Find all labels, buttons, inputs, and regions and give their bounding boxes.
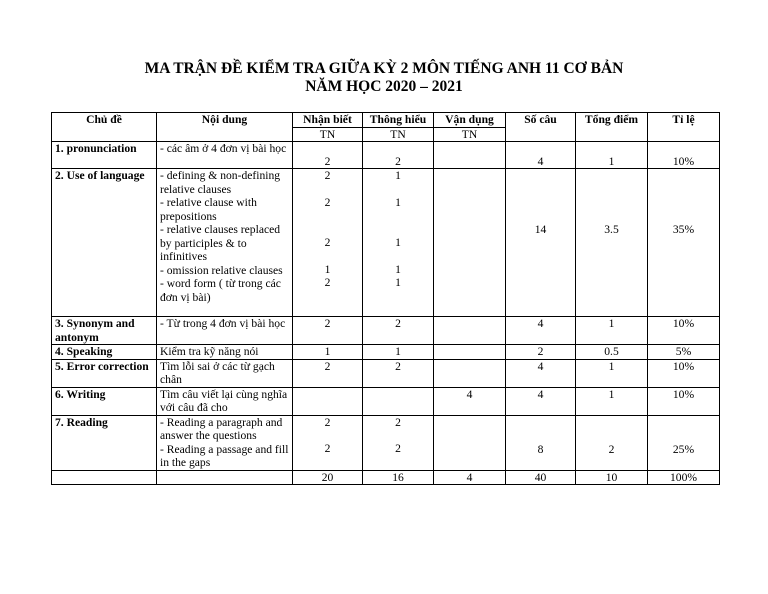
header-recognize: Nhận biết [293,113,363,128]
score-cell: 1 [576,387,648,415]
apply-cell [434,317,506,345]
subheader-tn: TN [293,127,363,142]
understand-cell: 1 [363,345,434,360]
recognize-cell [293,415,363,470]
subheader-tn: TN [434,127,506,142]
topic-cell: 4. Speaking [52,345,157,360]
understand-cell: 2 [363,317,434,345]
content-cell: Tìm lỗi sai ở các từ gạch chân [157,359,293,387]
understand-value: 1 [395,276,401,289]
ratio-value: 35% [672,223,695,236]
content-cell: Tìm câu viết lại cùng nghĩa với câu đã cho [157,387,293,415]
exam-matrix-table [51,112,720,485]
table-row [52,317,720,345]
recognize-value: 2 [324,195,331,209]
recognize-value: 2 [324,276,331,289]
header-content: Nội dung [157,113,293,142]
score-cell [576,415,648,470]
recognize-cell: 1 [293,345,363,360]
apply-cell [434,345,506,360]
recognize-cell: 2 [293,142,363,169]
questions-cell: 4 [506,359,576,387]
understand-value: 1 [395,262,401,276]
score-cell: 1 [576,359,648,387]
understand-cell: 2 [363,142,434,169]
content-cell [157,470,293,485]
total-questions: 40 [506,470,576,485]
apply-cell [434,142,506,169]
apply-cell [434,359,506,387]
totals-row [52,470,720,485]
header-understand: Thông hiểu [363,113,434,128]
content-line: - relative clause with prepositions [160,196,257,223]
ratio-value: 25% [672,442,695,456]
header-topic: Chủ đề [52,113,157,142]
ratio-cell: 10% [648,142,720,169]
score-cell: 1 [576,317,648,345]
recognize-cell [293,169,363,317]
understand-value: 2 [395,442,401,455]
apply-cell: 4 [434,387,506,415]
topic-cell: 2. Use of language [52,169,157,317]
questions-cell [506,169,576,317]
content-cell: - các âm ở 4 đơn vị bài học [157,142,293,169]
ratio-cell [648,415,720,470]
total-apply: 4 [434,470,506,485]
table-row [52,142,720,169]
score-cell: 1 [576,142,648,169]
ratio-cell: 10% [648,387,720,415]
topic-cell: 6. Writing [52,387,157,415]
total-understand: 16 [363,470,434,485]
topic-cell: 1. pronunciation [52,142,157,169]
document-title: MA TRẬN ĐỀ KIỂM TRA GIỮA KỲ 2 MÔN TIẾNG ANH 11 CƠ BẢN [144,60,624,77]
questions-value: 8 [537,442,544,456]
recognize-value: 1 [324,262,331,276]
content-line: - defining & non-defining relative clauses [160,169,281,196]
questions-cell: 4 [506,317,576,345]
understand-cell [363,415,434,470]
total-ratio: 100% [648,470,720,485]
understand-value: 1 [395,195,401,209]
questions-cell: 2 [506,345,576,360]
understand-cell [363,387,434,415]
recognize-cell [293,387,363,415]
total-score: 10 [576,470,648,485]
ratio-cell: 5% [648,345,720,360]
apply-cell [434,415,506,470]
score-value: 2 [608,442,615,456]
topic-cell: 3. Synonym and antonym [52,317,157,345]
header-total-score: Tổng điểm [576,113,648,142]
questions-cell: 4 [506,387,576,415]
score-value: 3.5 [604,223,619,236]
recognize-value: 2 [324,236,331,249]
questions-value: 14 [534,223,547,236]
header-ratio: Tỉ lệ [648,113,720,142]
topic-cell: 7. Reading [52,415,157,470]
table-row [52,359,720,387]
understand-value: 2 [395,415,401,429]
table-row [52,345,720,360]
subheader-tn: TN [363,127,434,142]
recognize-value: 2 [324,169,331,182]
apply-cell [434,169,506,317]
content-line: - Reading a passage and fill in the gaps [160,442,289,469]
table-row [52,415,720,470]
content-cell [157,169,293,317]
ratio-cell: 10% [648,317,720,345]
topic-cell: 5. Error correction [52,359,157,387]
content-line: - omission relative clauses [160,263,283,277]
understand-cell: 2 [363,359,434,387]
recognize-cell: 2 [293,317,363,345]
header-apply: Vận dụng [434,113,506,128]
content-cell: - Từ trong 4 đơn vị bài học [157,317,293,345]
content-cell [157,415,293,470]
questions-cell [506,415,576,470]
questions-cell: 4 [506,142,576,169]
content-cell: Kiểm tra kỹ năng nói [157,345,293,360]
recognize-value: 2 [324,415,331,429]
content-line: - relative clauses replaced by participles & to infinitives [160,223,281,263]
table-row [52,169,720,317]
table-row [52,387,720,415]
recognize-cell: 2 [293,359,363,387]
header-questions: Số câu [506,113,576,142]
understand-value: 1 [395,169,401,182]
document-subtitle: NĂM HỌC 2020 – 2021 [305,78,463,95]
understand-cell [363,169,434,317]
total-recognize: 20 [293,470,363,485]
ratio-cell: 10% [648,359,720,387]
score-cell [576,169,648,317]
content-line: - word form ( từ trong các đơn vị bài) [160,277,281,304]
ratio-cell [648,169,720,317]
recognize-value: 2 [324,442,331,455]
understand-value: 1 [395,236,401,249]
content-line: - Reading a paragraph and answer the questions [160,415,283,442]
topic-cell [52,470,157,485]
score-cell: 0.5 [576,345,648,360]
header-row [52,113,720,128]
